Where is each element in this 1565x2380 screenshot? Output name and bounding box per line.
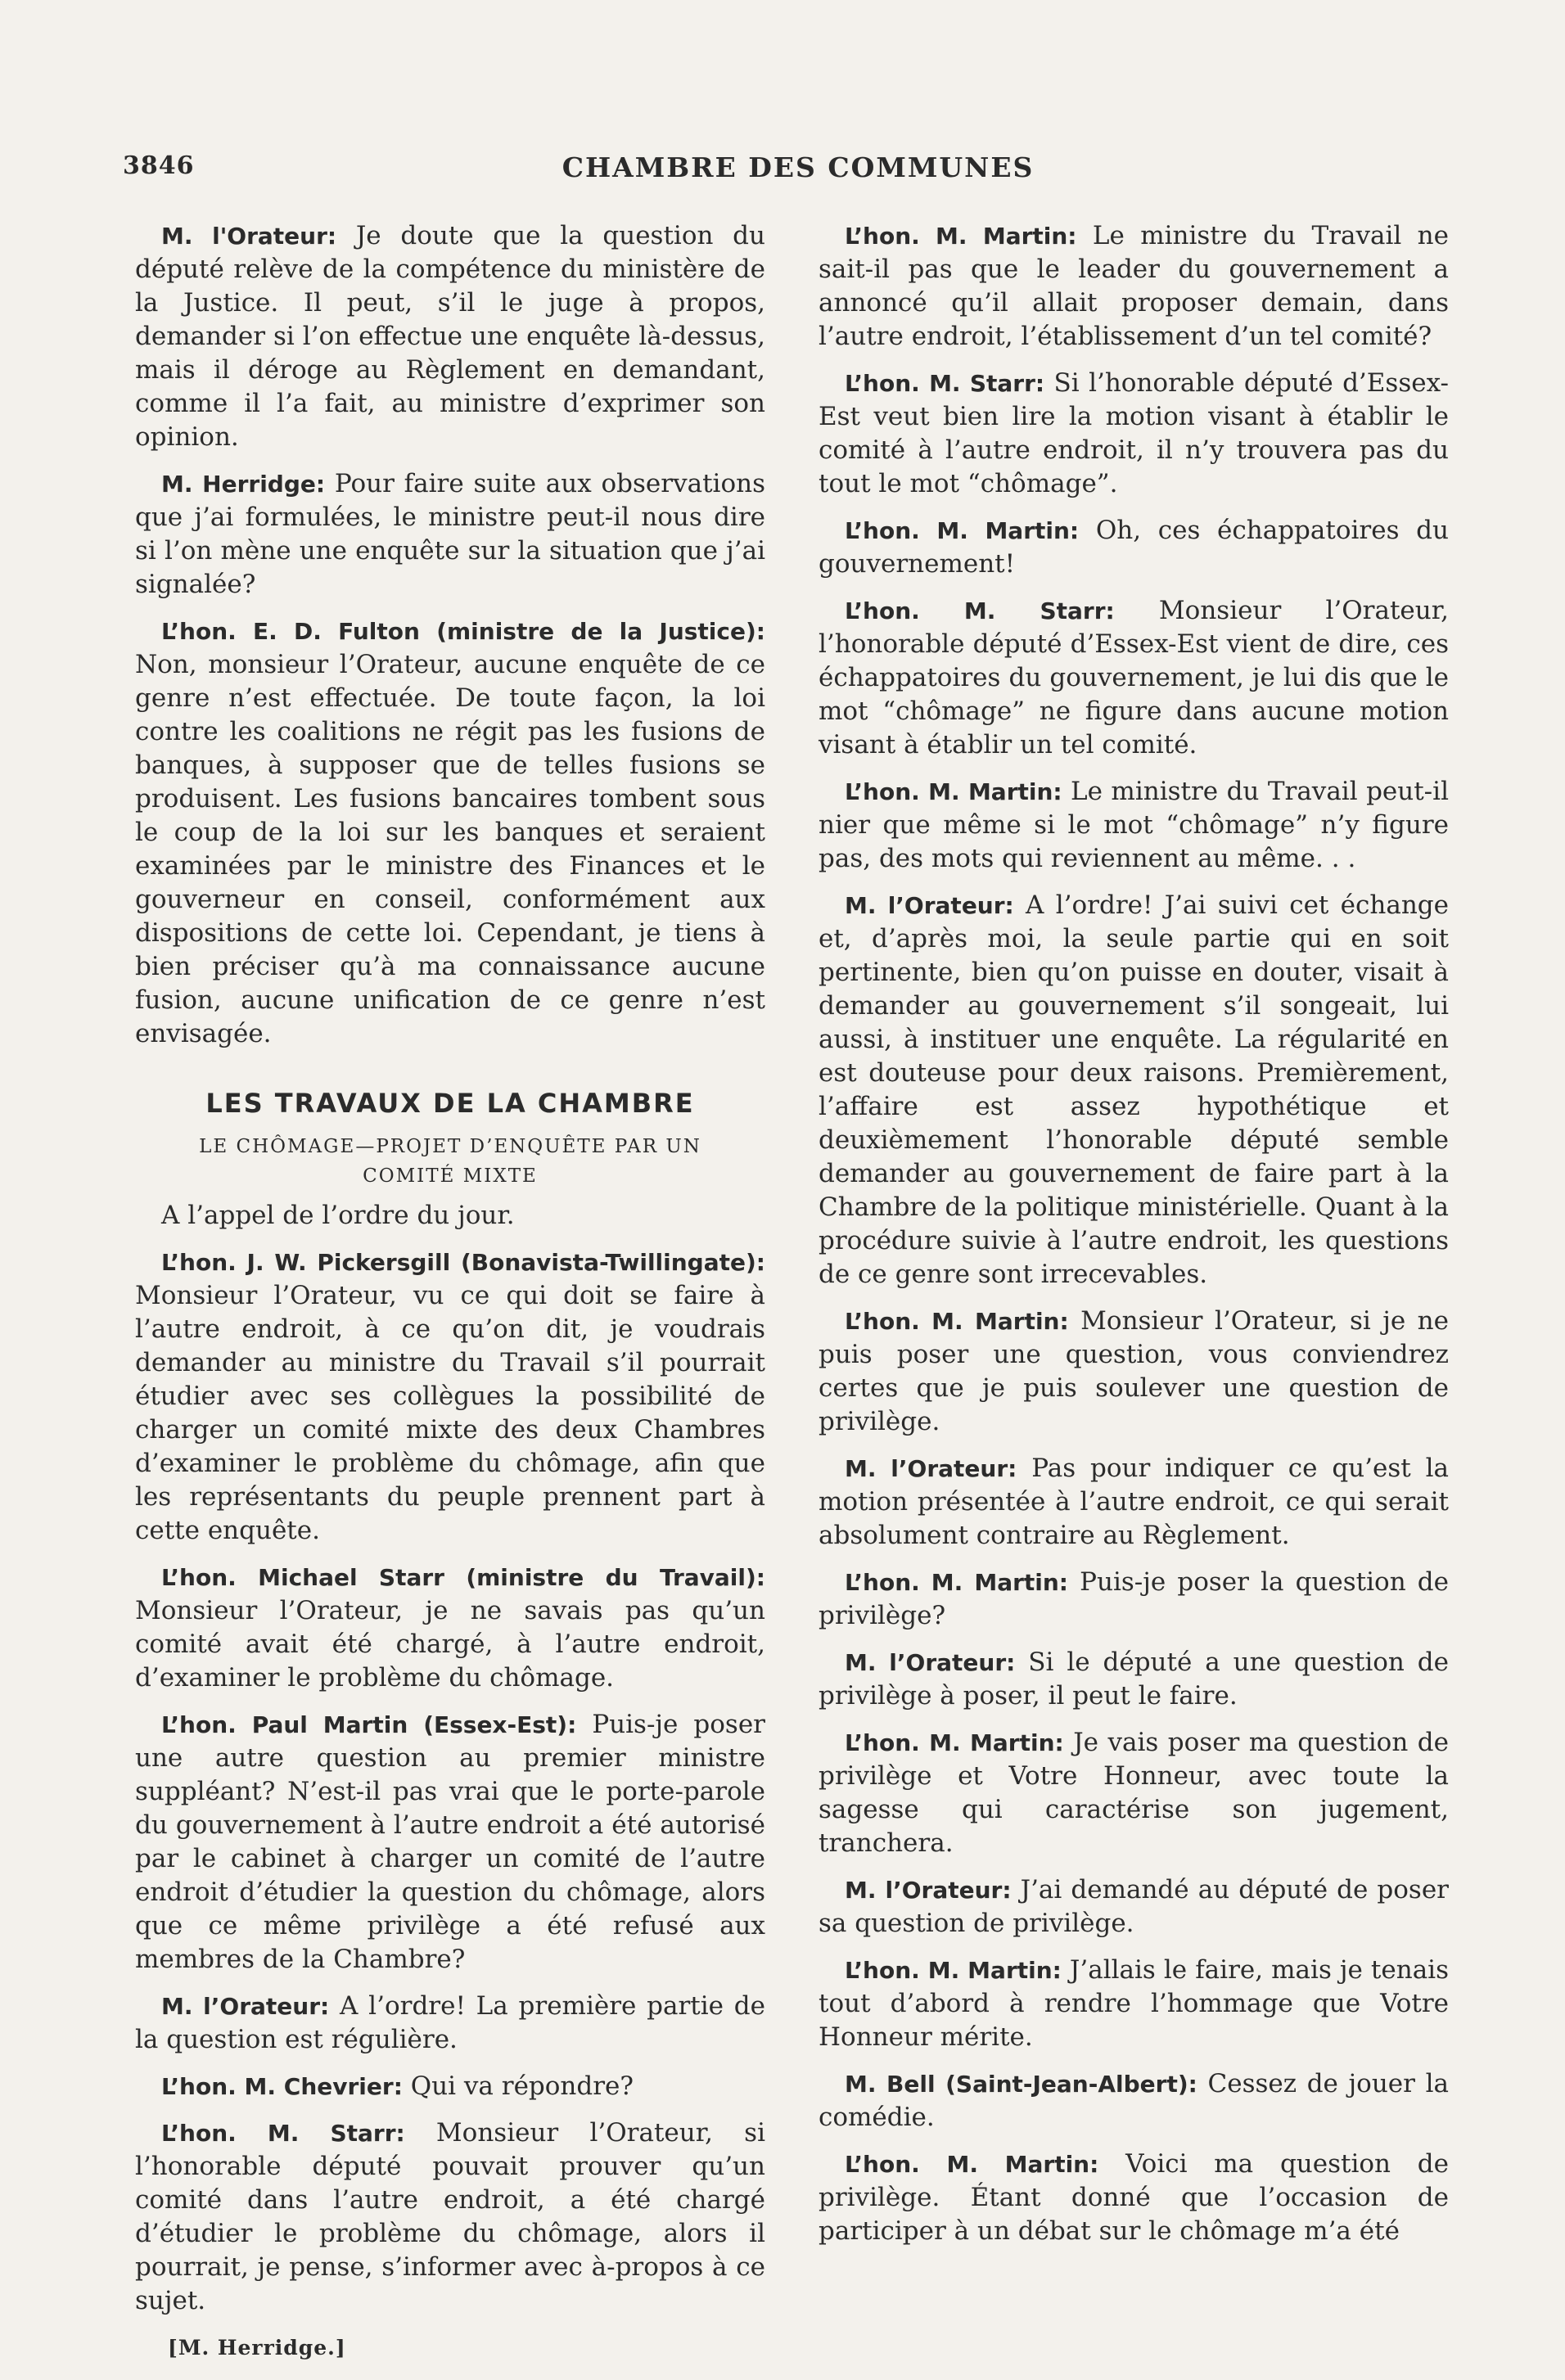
footer-note: [M. Herridge.] (168, 2336, 346, 2360)
speaker-name: L’hon. E. D. Fulton (ministre de la Justice): (161, 618, 765, 645)
page-number: 3846 (123, 151, 195, 180)
speech-text: Voici ma question de privilège. Étant donné que l’occasion de participer à un débat sur le chômage m’a été (819, 2149, 1449, 2246)
speech-paragraph (819, 594, 1449, 762)
speech-text: Puis-je poser une autre question au premier ministre suppléant? N’est-il pas vrai que le porte-parole du gouvernement à l’autre endroit a été autorisé par le cabinet à charger un comité de l’autre endroit d’étudier la question du chômage, alors que ce même privilège a été refusé aux membres de la Chambre? (135, 1710, 765, 1974)
speech-text: J’ai demandé au député de poser sa question de privilège. (819, 1875, 1449, 1938)
section-title: LES TRAVAUX DE LA CHAMBRE (205, 1088, 695, 1119)
speech-paragraph (819, 1873, 1449, 1941)
speaker-name: L’hon. M. Martin: (845, 1308, 1069, 1335)
speaker-name: L’hon. M. Martin: (845, 778, 1062, 805)
speaker-name: L’hon. M. Starr: (845, 597, 1115, 624)
speaker-name: L’hon. M. Martin: (845, 1569, 1069, 1596)
speech-paragraph (819, 1452, 1449, 1553)
speaker-name: M. Herridge: (161, 471, 326, 498)
speech-paragraph (135, 2116, 765, 2318)
speech-text: A l’ordre! La première partie de la question est régulière. (135, 1991, 765, 2054)
speech-text: J’allais le faire, mais je tenais tout d’abord à rendre l’hommage que Votre Honneur mérite. (819, 1955, 1449, 2052)
speaker-name: L’hon. M. Martin: (845, 223, 1077, 250)
speech-text: Qui va répondre? (402, 2071, 634, 2101)
speech-paragraph (135, 1561, 765, 1695)
left-column (135, 219, 765, 2364)
speech-paragraph (819, 514, 1449, 581)
speech-paragraph (135, 2070, 765, 2103)
speaker-name: L’hon. J. W. Pickersgill (Bonavista-Twillingate): (161, 1249, 765, 1276)
speech-text: Le ministre du Travail ne sait-il pas que le leader du gouvernement a annoncé qu’il allait proposer demain, dans l’autre endroit, l’établissement d’un tel comité? (819, 221, 1449, 351)
speaker-name: L’hon. M. Martin: (845, 1729, 1064, 1756)
speech-text: Cessez de jouer la comédie. (819, 2069, 1450, 2132)
speaker-name: M. l’Orateur: (845, 1649, 1016, 1676)
speech-text: A l’ordre! J’ai suivi cet échange et, d’après moi, la seule partie qui en soit pertinente, bien qu’on puisse en douter, visait à demander au gouvernement s’il songeait, lui aussi, à instituer une enquête. La régularité en est douteuse pour deux raisons. Premièrement, l’affaire est assez hypothétique et deuxièmement l’honorable député semble demander au gouvernement de faire part à la Chambre de la politique ministérielle. Quant à la procédure suivie à l’autre endroit, les questions de ce genre sont irrecevables. (819, 890, 1449, 1289)
speech-text: Non, monsieur l’Orateur, aucune enquête de ce genre n’est effectuée. De toute façon, la loi contre les coalitions ne régit pas les fusions de banques, à supposer que de telles fusions se produisent. Les fusions bancaires tombent sous le coup de la loi sur les banques et seraient examinées par le ministre des Finances et le gouverneur en conseil, conformément aux dispositions de cette loi. Cependant, je tiens à bien préciser qu’à ma connaissance aucune fusion, aucune unification de ce genre n’est envisagée. (135, 650, 765, 1048)
speech-paragraph (819, 2148, 1449, 2248)
speech-paragraph (135, 467, 765, 602)
speaker-name: M. l’Orateur: (845, 1877, 1012, 1904)
speaker-name: M. l’Orateur: (845, 892, 1014, 919)
speech-paragraph (135, 1990, 765, 2057)
speech-text: Je doute que la question du député relève de la compétence du ministère de la Justice. Il peut, s’il le juge à propos, demander si l’on effectue une enquête là-dessus, mais il déroge au Règlement en demandant, comme il l’a fait, au ministre d’exprimer son opinion. (135, 221, 765, 452)
speech-paragraph (135, 1708, 765, 1977)
speech-text: Monsieur l’Orateur, si je ne puis poser une question, vous conviendrez certes que je puis soulever une question de privilège. (819, 1306, 1449, 1436)
section-subhead: LE CHÔMAGE—PROJET D’ENQUÊTE PAR UN COMITÉ MIXTE (199, 1136, 701, 1187)
speaker-name: L’hon. M. Martin: (845, 517, 1080, 544)
speech-paragraph (819, 1646, 1449, 1713)
speaker-name: L’hon. M. Starr: (161, 2120, 405, 2147)
speaker-name: L’hon. M. Chevrier: (161, 2073, 403, 2100)
speaker-name: L’hon. M. Martin: (845, 2151, 1099, 2178)
speech-paragraph (819, 775, 1449, 876)
speech-paragraph (819, 219, 1449, 354)
speech-text: Pas pour indiquer ce qu’est la motion présentée à l’autre endroit, ce qui serait absolument contraire au Règlement. (819, 1454, 1449, 1550)
speech-text: Si le député a une question de privilège à poser, il peut le faire. (819, 1648, 1449, 1711)
speaker-name: M. l'Orateur: (161, 223, 337, 250)
speech-paragraph (135, 615, 765, 1051)
speech-text: Monsieur l’Orateur, si l’honorable député pouvait prouver qu’un comité dans l’autre endroit, a été chargé d’étudier le problème du chômage, alors il pourrait, je pense, s’informer avec à-propos à ce sujet. (135, 2118, 765, 2315)
running-head: CHAMBRE DES COMMUNES (562, 151, 1035, 183)
speech-text: Le ministre du Travail peut-il nier que même si le mot “chômage” n’y figure pas, des mots qui reviennent au même. . . (819, 777, 1449, 873)
speech-text: Oh, ces échappatoires du gouvernement! (819, 516, 1449, 579)
speech-text: Monsieur l’Orateur, vu ce qui doit se faire à l’autre endroit, à ce qu’on dit, je voudrais demander au ministre du Travail s’il pourrait étudier avec ses collègues la possibilité de charger un comité mixte des deux Chambres d’examiner le problème du chômage, afin que les représentants du peuple prennent part à cette enquête. (135, 1281, 765, 1545)
speech-text: Monsieur l’Orateur, l’honorable député d’Essex-Est vient de dire, ces échappatoires du gouvernement, je lui dis que le mot “chômage” ne figure dans aucune motion visant à établir un tel comité. (819, 596, 1449, 760)
intro-paragraph: A l’appel de l’ordre du jour. (161, 1201, 515, 1230)
speech-paragraph (135, 1246, 765, 1548)
speaker-name: L’hon. M. Starr: (845, 370, 1045, 397)
speech-paragraph (819, 2067, 1449, 2134)
speaker-name: L’hon. Michael Starr (ministre du Travail): (161, 1564, 765, 1591)
page-header (123, 151, 1473, 192)
speech-paragraph (819, 1954, 1449, 2054)
speech-paragraph (819, 889, 1449, 1291)
speech-paragraph (819, 367, 1449, 501)
speaker-name: L’hon. Paul Martin (Essex-Est): (161, 1711, 577, 1738)
right-speeches (819, 219, 1449, 2248)
speech-text: Pour faire suite aux observations que j’ai formulées, le ministre peut-il nous dire si l’on mène une enquête sur la situation que j’ai signalée? (135, 469, 765, 599)
speaker-name: M. l’Orateur: (845, 1455, 1017, 1482)
speech-text: Si l’honorable député d’Essex-Est veut bien lire la motion visant à établir le comité à l’autre endroit, il n’y trouvera pas du tout le mot “chômage”. (819, 368, 1449, 498)
speech-paragraph (135, 219, 765, 454)
speech-text: Je vais poser ma question de privilège et Votre Honneur, avec toute la sagesse qui caractérise son jugement, tranchera. (819, 1728, 1449, 1858)
speech-paragraph (819, 1566, 1449, 1633)
speech-text: Monsieur l’Orateur, je ne savais pas qu’un comité avait été chargé, à l’autre endroit, d’examiner le problème du chômage. (135, 1596, 765, 1693)
left-speeches-bottom (135, 1246, 765, 2318)
left-speeches-top (135, 219, 765, 1051)
speech-paragraph (819, 1726, 1449, 1860)
speech-text: Puis-je poser la question de privilège? (819, 1567, 1449, 1630)
speaker-name: M. Bell (Saint-Jean-Albert): (845, 2071, 1197, 2098)
right-column (819, 219, 1449, 2261)
speaker-name: L’hon. M. Martin: (845, 1957, 1062, 1984)
speaker-name: M. l’Orateur: (161, 1993, 330, 2020)
speech-paragraph (819, 1305, 1449, 1439)
